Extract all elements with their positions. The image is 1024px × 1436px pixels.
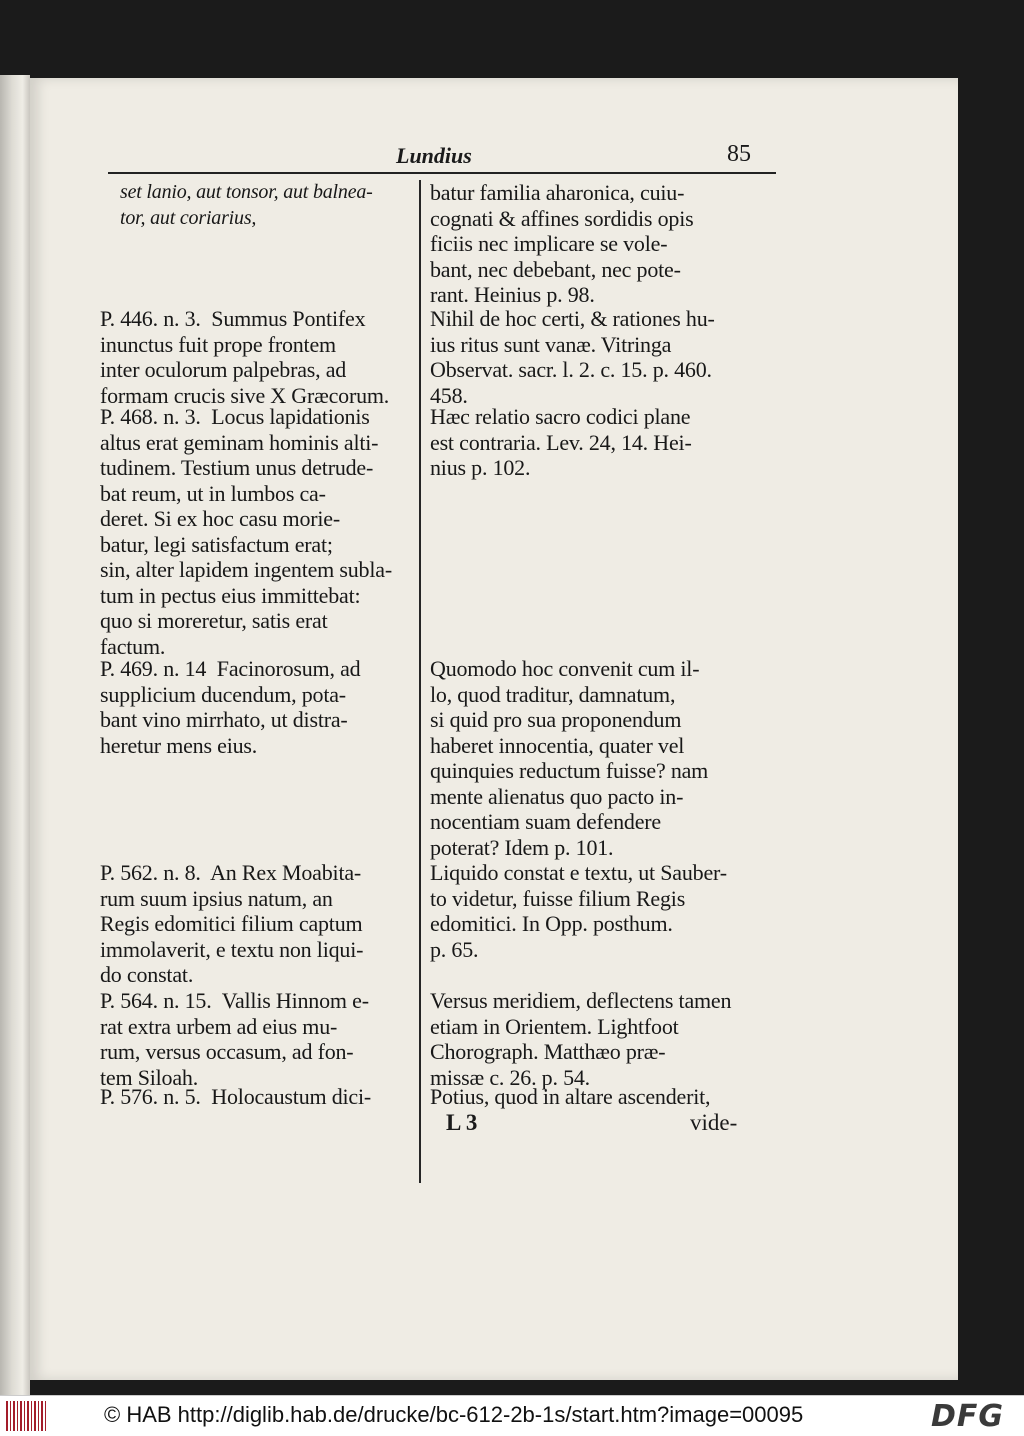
header-rule <box>108 172 776 174</box>
right-entry-5: Versus meridiem, deflectens tamen etiam in Orientem. Lightfoot Chorograph. Matthæo præ- missæ c. 26. p. 54. <box>430 988 732 1090</box>
viewer-footer-bar <box>0 1395 1024 1436</box>
right-entry-1: Nihil de hoc certi, & rationes hu- ius ritus sunt vanæ. Vitringa Observat. sacr. l. 2. c. 15. p. 460. 458. <box>430 306 715 408</box>
left-entry-2: P. 468. n. 3. Locus lapidationis altus erat geminam hominis alti- tudinem. Testium unus detrude- bat reum, ut in lumbos ca- deret. Si ex hoc casu morie- batur, legi satisfactum erat; sin, alter lapidem ingentem subla- tum in pectus eius immittebat: quo si moreretur, satis erat factum. <box>100 404 392 659</box>
catchword: vide- <box>690 1110 738 1135</box>
column-divider <box>419 180 421 1183</box>
right-entry-2: Hæc relatio sacro codici plane est contraria. Lev. 24, 14. Hei- nius p. 102. <box>430 404 692 480</box>
left-entry-4: P. 562. n. 8. An Rex Moabita- rum suum ipsius natum, an Regis edomitici filium captum immolaverit, e textu non liqui- do constat. <box>100 860 364 987</box>
running-head: Lundius <box>396 143 472 168</box>
right-entry-4: Liquido constat e textu, ut Sauber- to videtur, fuisse filium Regis edomitici. In Opp. posthum. p. 65. <box>430 860 727 962</box>
left-entry-3: P. 469. n. 14 Facinorosum, ad supplicium ducendum, pota- bant vino mirrhato, ut distra- heretur mens eius. <box>100 656 361 758</box>
left-entry-6: P. 576. n. 5. Holocaustum dici- <box>100 1084 372 1109</box>
right-entry-0: batur familia aharonica, cuiu- cognati & affines sordidis opis ficiis nec implicare se vole- bant, nec debebant, nec pote- rant. Heinius p. 98. <box>430 180 694 307</box>
page-number: 85 <box>727 141 751 167</box>
left-entry-1: P. 446. n. 3. Summus Pontifex inunctus fuit prope frontem inter oculorum palpebras, ad formam crucis sive X Græcorum. <box>100 306 390 408</box>
left-entry-0: set lanio, aut tonsor, aut balnea- tor, aut coriarius, <box>120 181 373 229</box>
left-entry-5: P. 564. n. 15. Vallis Hinnom e- rat extra urbem ad eius mu- rum, versus occasum, ad fon- tem Siloah. <box>100 988 369 1090</box>
previous-page-edge <box>0 75 30 1400</box>
right-entry-6: Potius, quod in altare ascenderit, <box>430 1084 711 1109</box>
barcode-icon <box>6 1401 48 1431</box>
source-url[interactable]: © HAB http://diglib.hab.de/drucke/bc-612-2b-1s/start.htm?image=00095 <box>104 1402 804 1427</box>
dfg-logo: DFG <box>931 1399 1005 1434</box>
right-entry-3: Quomodo hoc convenit cum il- lo, quod traditur, damnatum, si quid pro sua proponendum haberet innocentia, quater vel quinquies reductum fuisse? nam mente alienatus quo pacto in- nocentiam suam defendere poterat? Idem p. 101. <box>430 656 709 860</box>
book-page <box>30 78 958 1380</box>
signature-mark: L 3 <box>446 1110 478 1135</box>
